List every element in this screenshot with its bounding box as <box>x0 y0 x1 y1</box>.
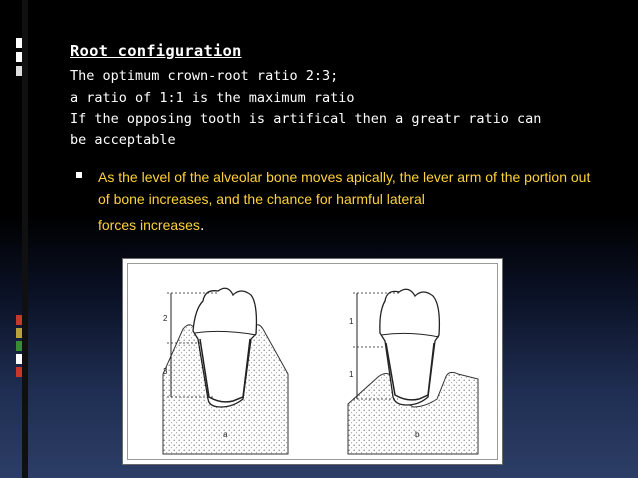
ratio-a-bottom-label: 3 <box>163 367 168 376</box>
tooth-diagram-svg <box>123 259 504 466</box>
accent-square <box>16 52 22 62</box>
bullet-text-last-words: forces increases <box>98 217 200 233</box>
ratio-b-bottom-label: 1 <box>349 370 354 379</box>
slide-title: Root configuration <box>70 42 242 60</box>
bullet-period: . <box>199 217 205 234</box>
accent-square <box>16 38 22 48</box>
left-border-rule <box>22 0 28 478</box>
bullet-square-icon <box>76 172 82 178</box>
body-line-4: be acceptable <box>70 132 176 148</box>
accent-square <box>16 315 22 325</box>
tooth-b <box>348 289 478 454</box>
accent-square <box>16 354 22 364</box>
bullet-text-main: As the level of the alveolar bone moves apically, the lever arm of the portion out of bone increases, and the chance for harmful lateral <box>98 169 591 207</box>
accent-square <box>16 367 22 377</box>
ratio-b-top-label: 1 <box>349 317 354 326</box>
body-line-2: a ratio of 1:1 is the maximum ratio <box>70 90 355 106</box>
ratio-a-top-label: 2 <box>163 314 168 323</box>
accent-square <box>16 328 22 338</box>
body-line-3: If the opposing tooth is artifical then a greatr ratio can <box>70 111 542 127</box>
tooth-a <box>163 288 288 454</box>
body-line-1: The optimum crown-root ratio 2:3; <box>70 68 339 84</box>
accent-square <box>16 66 22 76</box>
tooth-diagram-figure <box>122 258 503 465</box>
accent-square <box>16 341 22 351</box>
figure-label-a: a <box>223 430 228 439</box>
figure-label-b: b <box>415 430 420 439</box>
bullet-text-last <box>98 214 603 237</box>
bullet-point <box>98 166 603 237</box>
